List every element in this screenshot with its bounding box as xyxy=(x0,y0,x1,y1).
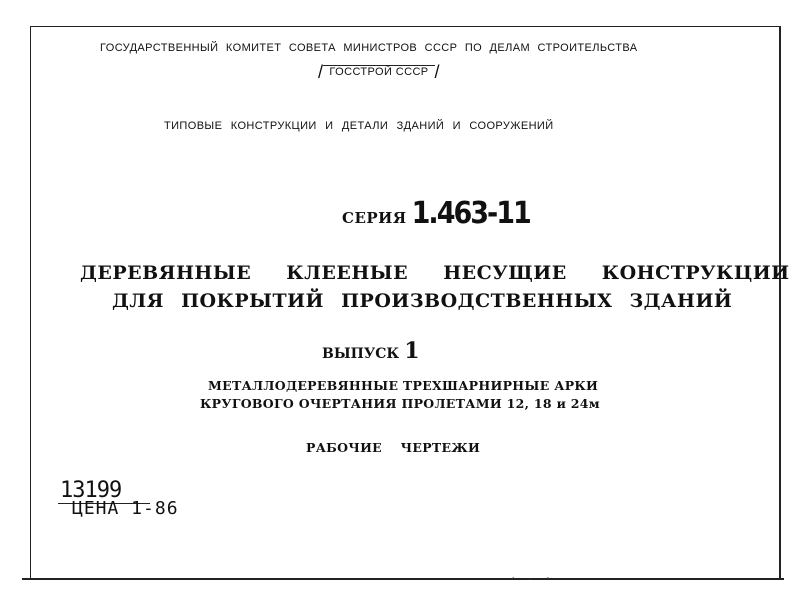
frame-bottom-border xyxy=(22,578,784,580)
gosstroy-label xyxy=(318,62,440,83)
slash-right: / xyxy=(434,62,440,82)
subtitle-line-1: МЕТАЛЛОДЕРЕВЯННЫЕ ТРЕХШАРНИРНЫЕ АРКИ xyxy=(208,378,599,393)
catalog-heading: ТИПОВЫЕ КОНСТРУКЦИИ И ДЕТАЛИ ЗДАНИЙ И СООРУЖЕНИЙ xyxy=(164,120,554,132)
inventory-number: 13199 xyxy=(60,478,122,503)
document-title-line-2: ДЛЯ ПОКРЫТИЙ ПРОИЗВОДСТВЕННЫХ ЗДАНИЙ xyxy=(112,290,733,312)
bottom-tick-marks: · - · xyxy=(510,572,554,585)
frame-top-border xyxy=(30,26,780,27)
price-label: ЦЕНА 1-86 xyxy=(72,498,179,519)
frame-right-border xyxy=(779,26,781,578)
subtitle-line-2: КРУГОВОГО ОЧЕРТАНИЯ ПРОЛЕТАМИ 12, 18 и 24м xyxy=(200,396,600,411)
issue-number: 1 xyxy=(404,338,420,364)
slash-left: / xyxy=(318,62,324,82)
frame-left-border xyxy=(30,26,31,578)
gosstroy-text: ГОССТРОЙ СССР xyxy=(323,65,434,78)
series-line xyxy=(342,196,530,231)
issue-line xyxy=(322,338,420,364)
document-title-line-1: ДЕРЕВЯННЫЕ КЛЕЕНЫЕ НЕСУЩИЕ КОНСТРУКЦИИ xyxy=(80,262,790,284)
committee-heading: ГОСУДАРСТВЕННЫЙ КОМИТЕТ СОВЕТА МИНИСТРОВ СССР ПО ДЕЛАМ СТРОИТЕЛЬСТВА xyxy=(100,42,638,54)
series-number: 1.463-11 xyxy=(411,196,530,231)
issue-label: ВЫПУСК xyxy=(322,346,400,362)
document-type: РАБОЧИЕ ЧЕРТЕЖИ xyxy=(306,440,481,455)
series-label: СЕРИЯ xyxy=(342,209,407,227)
